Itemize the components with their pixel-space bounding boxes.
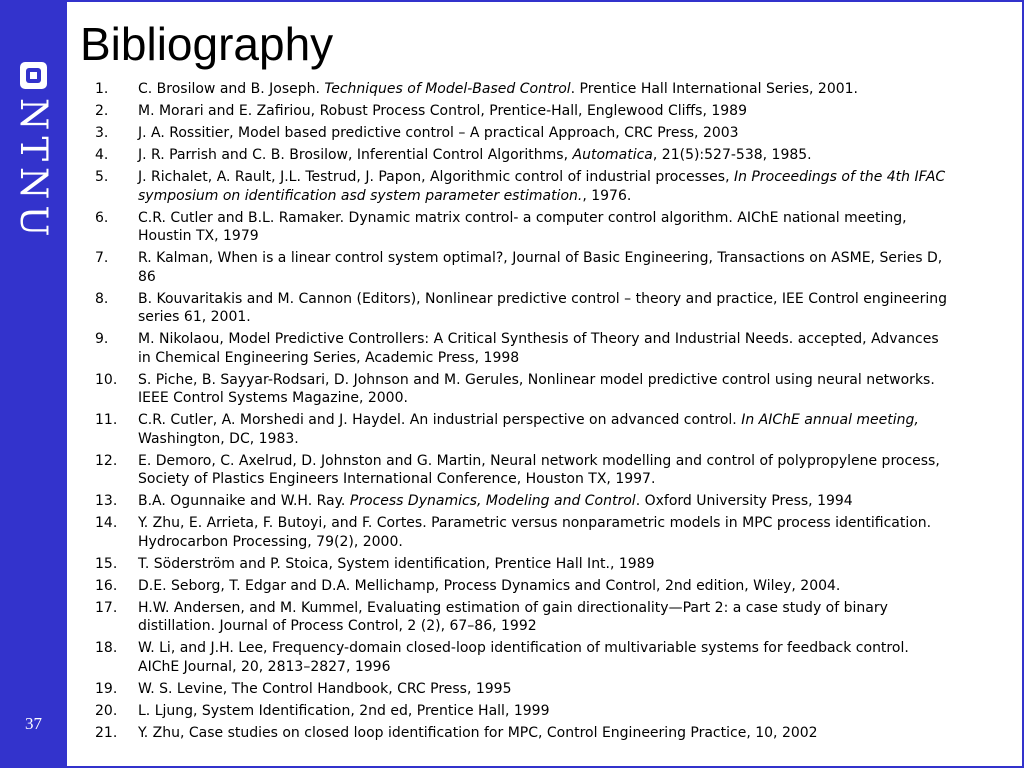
reference-segment: M. Morari and E. Zafiriou, Robust Process Control, Prentice-Hall, Englewood Cliffs, 1989 (138, 103, 747, 119)
reference-text (138, 599, 948, 636)
reference-segment: Y. Zhu, Case studies on closed loop identification for MPC, Control Engineering Practice, 10, 2002 (138, 724, 818, 741)
reference-segment: R. Kalman, When is a linear control system optimal?, Journal of Basic Engineering, Transactions on ASME, Series D, 86 (138, 250, 943, 285)
reference-text (138, 452, 948, 489)
reference-item (0, 452, 948, 489)
reference-number: 6. (95, 209, 109, 226)
reference-text (138, 514, 948, 551)
reference-number: 19. (95, 680, 118, 697)
reference-segment: J. Richalet, A. Rault, J.L. Testrud, J. Papon, Algorithmic control of industrial processes, (138, 169, 734, 185)
reference-number: 4. (95, 147, 109, 163)
reference-item (0, 209, 948, 246)
reference-item (0, 680, 948, 699)
reference-number: 16. (95, 577, 118, 594)
reference-text (138, 702, 948, 721)
reference-text (138, 639, 948, 676)
reference-segment: B. Kouvaritakis and M. Cannon (Editors), Nonlinear predictive control – theory and practice, IEE Control engineering series 61, 2001. (138, 290, 948, 325)
reference-number: 21. (95, 724, 118, 741)
reference-number: 14. (95, 515, 118, 531)
reference-text (138, 249, 948, 286)
reference-segment: B.A. Ogunnaike and W.H. Ray. (138, 493, 350, 509)
reference-text (138, 492, 948, 511)
page-title: Bibliography (80, 18, 334, 70)
reference-text (138, 290, 948, 327)
reference-text (138, 102, 948, 121)
reference-text (138, 146, 948, 165)
reference-segment: L. Ljung, System Identification, 2nd ed, Prentice Hall, 1999 (138, 702, 550, 719)
reference-text (138, 80, 948, 99)
reference-item (0, 330, 948, 367)
reference-number: 13. (95, 493, 118, 509)
reference-item (0, 146, 948, 165)
reference-segment: M. Nikolaou, Model Predictive Controllers: A Critical Synthesis of Theory and Industrial Needs. accepted, Advances in Chemical Engineering Series, Academic Press, 1998 (138, 331, 939, 366)
reference-item (0, 724, 948, 743)
reference-segment: T. Söderström and P. Stoica, System identification, Prentice Hall Int., 1989 (138, 555, 655, 572)
reference-text (138, 411, 948, 448)
reference-segment: , 21(5):527-538, 1985. (652, 147, 812, 163)
reference-text (138, 724, 948, 743)
reference-number: 7. (95, 250, 109, 266)
reference-item (0, 102, 948, 121)
reference-text (138, 577, 948, 596)
reference-segment: C.R. Cutler and B.L. Ramaker. Dynamic matrix control- a computer control algorithm. AIChE national meeting, Houstin TX, 1979 (138, 209, 907, 244)
reference-segment: . Prentice Hall International Series, 2001. (570, 81, 858, 97)
reference-italic-segment: Techniques of Model-Based Control (324, 81, 571, 97)
reference-item (0, 555, 948, 574)
reference-item (0, 411, 948, 448)
reference-segment: C. Brosilow and B. Joseph. (138, 81, 325, 97)
reference-number: 10. (95, 371, 118, 388)
reference-segment: Washington, DC, 1983. (138, 430, 299, 447)
reference-number: 3. (95, 125, 109, 141)
reference-text (138, 555, 948, 574)
reference-text (138, 168, 948, 205)
reference-item (0, 249, 948, 286)
reference-item (0, 514, 948, 551)
reference-number: 2. (95, 103, 109, 119)
reference-number: 5. (95, 169, 109, 185)
reference-segment: S. Piche, B. Sayyar-Rodsari, D. Johnson and M. Gerules, Nonlinear model predictive control using neural networks. IEEE Control Systems Magazine, 2000. (138, 371, 935, 406)
reference-number: 15. (95, 555, 118, 572)
reference-list (0, 80, 948, 746)
page-number: 37 (25, 714, 42, 733)
reference-item (0, 599, 948, 636)
reference-segment: D.E. Seborg, T. Edgar and D.A. Mellichamp, Process Dynamics and Control, 2nd edition, Wiley, 2004. (138, 577, 841, 594)
reference-text (138, 330, 948, 367)
reference-item (0, 168, 948, 205)
reference-number: 1. (95, 81, 109, 97)
reference-text (138, 209, 948, 246)
reference-segment: J. R. Parrish and C. B. Brosilow, Inferential Control Algorithms, (138, 147, 573, 163)
reference-number: 18. (95, 640, 118, 656)
reference-segment: J. A. Rossitier, Model based predictive control – A practical Approach, CRC Press, 2003 (138, 125, 739, 141)
reference-text (138, 371, 948, 408)
reference-text (138, 680, 948, 699)
reference-italic-segment: Automatica (572, 147, 653, 163)
reference-item (0, 577, 948, 596)
reference-number: 9. (95, 331, 109, 347)
reference-italic-segment: In AIChE annual meeting, (741, 412, 919, 428)
reference-number: 11. (95, 412, 118, 428)
reference-segment: Y. Zhu, E. Arrieta, F. Butoyi, and F. Cortes. Parametric versus nonparametric models in MPC process identification. Hydrocarbon Processing, 79(2), 2000. (138, 515, 932, 550)
reference-segment: E. Demoro, C. Axelrud, D. Johnston and G. Martin, Neural network modelling and control of polypropylene process, Society of Plastics Engineers International Conference, Houston TX, 1997. (138, 452, 940, 487)
reference-segment: C.R. Cutler, A. Morshedi and J. Haydel. An industrial perspective on advanced control. (138, 412, 742, 428)
reference-segment: W. Li, and J.H. Lee, Frequency-domain closed-loop identification of multivariable systems for feedback control. AIChE Journal, 20, 2813–2827, 1996 (138, 640, 909, 675)
reference-number: 8. (95, 290, 109, 307)
reference-text (138, 124, 948, 143)
reference-item (0, 80, 948, 99)
reference-segment: . Oxford University Press, 1994 (635, 493, 853, 509)
reference-italic-segment: In Proceedings of the 4th IFAC symposium on identification asd system parameter estimation. (138, 169, 946, 204)
reference-item (0, 124, 948, 143)
reference-number: 17. (95, 599, 118, 616)
reference-number: 12. (95, 452, 118, 469)
reference-item (0, 702, 948, 721)
reference-item (0, 492, 948, 511)
reference-number: 20. (95, 702, 118, 719)
reference-italic-segment: Process Dynamics, Modeling and Control (349, 493, 636, 509)
top-border (67, 0, 1024, 2)
reference-segment: , 1976. (582, 187, 632, 204)
reference-segment: H.W. Andersen, and M. Kummel, Evaluating estimation of gain directionality—Part 2: a case study of binary distillation. Journal of Process Control, 2 (2), 67–86, 1992 (138, 599, 888, 634)
reference-item (0, 639, 948, 676)
reference-item (0, 371, 948, 408)
reference-segment: W. S. Levine, The Control Handbook, CRC Press, 1995 (138, 680, 512, 697)
reference-item (0, 290, 948, 327)
logo-core-square (30, 72, 37, 79)
logo-text: NTNU (12, 98, 55, 243)
